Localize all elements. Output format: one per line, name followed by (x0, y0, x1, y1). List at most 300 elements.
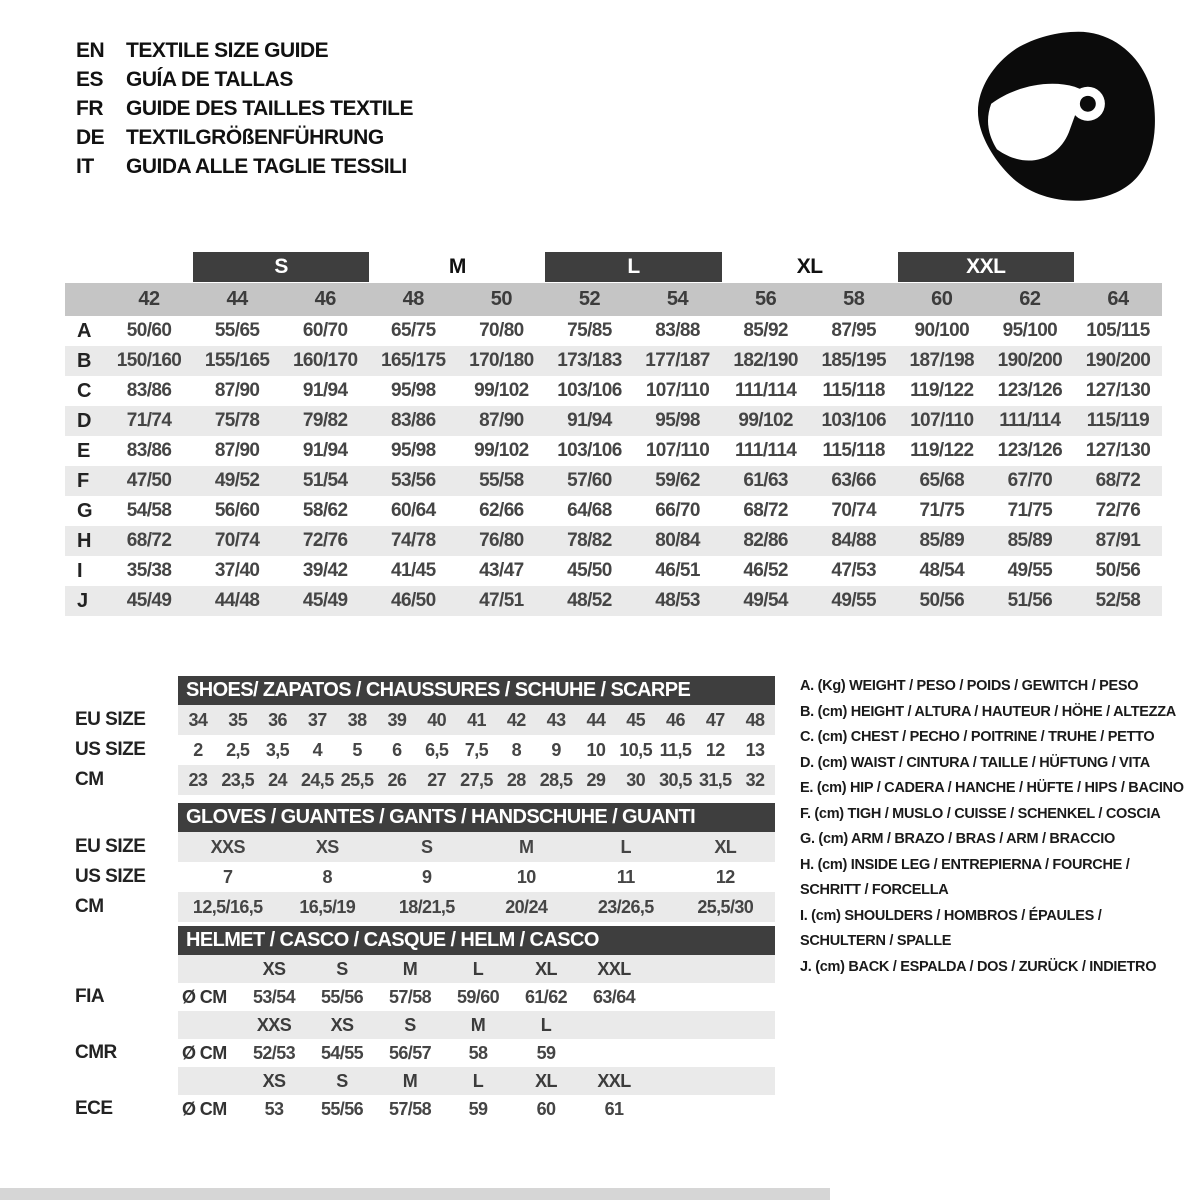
value-cell: 53 (264, 1098, 284, 1119)
measurement-cell: 83/86 (126, 380, 172, 401)
measurement-cell: 68/72 (1095, 470, 1141, 491)
measurement-cell: 185/195 (821, 350, 886, 371)
textile-row-c (65, 376, 1162, 406)
language-row-it (76, 152, 413, 181)
measurement-cell: 76/80 (479, 530, 524, 551)
value-cell: 27 (427, 769, 447, 790)
standard-label: CMR (75, 1042, 117, 1063)
measurement-cell: 68/72 (126, 530, 172, 551)
row-label: EU SIZE (75, 709, 146, 730)
language-row-de (76, 123, 413, 152)
size-tick: 50 (490, 288, 512, 310)
measurement-cell: 182/190 (733, 350, 798, 371)
value-cell: 32 (745, 769, 765, 790)
value-cell: 61/62 (524, 986, 568, 1007)
measurement-cell: 127/130 (1085, 440, 1151, 461)
value-cell: 6,5 (425, 739, 449, 760)
measurement-cell: 115/118 (822, 380, 885, 401)
value-cell: XS (315, 836, 339, 857)
measurement-cell: 60/64 (391, 500, 436, 521)
value-cell: 11,5 (659, 739, 692, 760)
size-cell: S (336, 958, 348, 979)
unit-cell: Ø CM (182, 1098, 227, 1119)
value-cell: 47 (705, 709, 725, 730)
measurement-cell: 74/78 (391, 530, 436, 551)
value-cell: 7,5 (464, 739, 489, 760)
measurement-cell: 71/74 (126, 410, 172, 431)
size-tick: 60 (931, 288, 953, 310)
row-letter: A (77, 320, 92, 342)
value-cell: 8 (322, 866, 332, 887)
measurement-cell: 53/56 (391, 470, 436, 491)
value-cell: 58 (468, 1042, 488, 1063)
helmet-value-row-cmr (65, 1039, 780, 1067)
measurement-cell: 190/200 (1085, 350, 1151, 371)
measurement-cell: 70/80 (479, 320, 524, 341)
measurement-cell: 177/187 (645, 350, 710, 371)
value-cell: XL (714, 836, 737, 857)
legend-item-h: H. (cm) INSIDE LEG / ENTREPIERNA / FOURCHE / (800, 856, 1130, 873)
size-cell: XXL (597, 1070, 631, 1091)
measurement-cell: 170/180 (469, 350, 534, 371)
legend-item-j: J. (cm) BACK / ESPALDA / DOS / ZURÜCK / INDIETRO (800, 958, 1157, 975)
row-label (65, 955, 178, 983)
measurement-cell: 95/98 (391, 440, 436, 461)
size-cell: M (470, 1014, 486, 1035)
measurement-cell: 95/98 (655, 410, 700, 431)
unit-cell: Ø CM (182, 1042, 227, 1063)
size-tick: 64 (1107, 288, 1129, 310)
value-cell: 16,5/19 (299, 896, 356, 917)
measurement-cell: 51/54 (302, 470, 348, 491)
value-cell: 59/60 (456, 986, 500, 1007)
value-cell: 29 (586, 769, 606, 790)
measurement-cell: 46/52 (743, 560, 788, 581)
value-cell: 54/55 (320, 1042, 364, 1063)
measurement-cell: 103/106 (557, 440, 622, 461)
measurement-cell: 107/110 (910, 410, 974, 431)
measurement-cell: 83/86 (126, 440, 172, 461)
value-cell: 2,5 (226, 739, 250, 760)
bottom-gray-strip (0, 1188, 830, 1200)
table-row-eu-size (65, 705, 780, 735)
size-cell: XXL (597, 958, 631, 979)
value-cell: 39 (387, 709, 407, 730)
measurement-cell: 72/76 (302, 530, 348, 551)
measurement-cell: 150/160 (116, 350, 182, 371)
measurement-cell: 91/94 (302, 440, 348, 461)
size-tick: 46 (314, 288, 336, 310)
row-values (178, 765, 775, 795)
value-cell: 35 (228, 709, 248, 730)
measurement-cell: 63/66 (831, 470, 876, 491)
measurement-cell: 85/89 (1007, 530, 1053, 551)
value-cell: 28,5 (539, 769, 573, 790)
measurement-cell: 70/74 (214, 530, 260, 551)
value-cell: 12 (715, 866, 735, 887)
row-label: EU SIZE (75, 836, 146, 857)
measurement-cell: 61/63 (743, 470, 788, 491)
measurement-cell: 187/198 (909, 350, 975, 371)
measurement-cell: 105/115 (1086, 320, 1150, 341)
measurement-cell: 82/86 (743, 530, 788, 551)
measurement-cell: 78/82 (567, 530, 612, 551)
guide-title-en: TEXTILE SIZE GUIDE (126, 39, 329, 62)
helmet-table-body (65, 955, 780, 1123)
row-letter: G (77, 500, 93, 522)
measurement-cell: 44/48 (214, 590, 260, 611)
measurement-cell: 107/110 (645, 380, 710, 401)
measurement-cell: 49/55 (831, 590, 876, 611)
measurement-cell: 50/56 (919, 590, 965, 611)
measurement-cell: 49/54 (743, 590, 788, 611)
table-row-eu-size (65, 832, 780, 862)
value-cell: 2 (193, 739, 203, 760)
value-cell: 42 (506, 709, 526, 730)
measurement-cell: 35/38 (126, 560, 172, 581)
value-cell: 12 (705, 739, 725, 760)
measurement-cell: 54/58 (126, 500, 172, 521)
measurement-cell: 99/102 (474, 440, 529, 461)
value-cell: 23 (188, 769, 208, 790)
language-code: ES (76, 68, 104, 91)
measurement-cell: 115/119 (1086, 410, 1150, 431)
measurement-cell: 47/53 (831, 560, 876, 581)
helmet-table-banner: HELMET / CASCO / CASQUE / HELM / CASCO (178, 926, 775, 955)
value-cell: 24 (268, 769, 287, 790)
measurement-cell: 107/110 (645, 440, 710, 461)
measurement-cell: 95/98 (391, 380, 436, 401)
textile-row-d (65, 406, 1162, 436)
measurement-cell: 50/56 (1095, 560, 1141, 581)
size-group-xxl: XXL (898, 252, 1074, 282)
value-cell: 25,5/30 (697, 896, 754, 917)
value-cell: 60 (536, 1098, 556, 1119)
size-tick: 54 (666, 288, 689, 310)
measurement-cell: 119/122 (910, 440, 974, 461)
measurement-cell: 75/78 (214, 410, 260, 431)
size-group-m: M (448, 255, 466, 278)
measurement-cell: 65/75 (391, 320, 436, 341)
helmet-value-row-fia (65, 983, 780, 1011)
language-code: DE (76, 126, 105, 149)
value-cell: 13 (745, 739, 765, 760)
measurement-cell: 62/66 (479, 500, 524, 521)
unit-cell: Ø CM (182, 986, 227, 1007)
value-cell: 8 (511, 739, 521, 760)
size-header-values (178, 1067, 775, 1095)
row-label (65, 1067, 178, 1095)
measurement-cell: 83/88 (655, 320, 700, 341)
guide-title-fr: GUIDE DES TAILLES TEXTILE (126, 97, 413, 120)
language-row-en (76, 36, 413, 65)
value-cell: 30,5 (659, 769, 692, 790)
measurement-cell: 56/60 (214, 500, 260, 521)
shoes-table-body (65, 705, 780, 795)
value-cell: 4 (312, 739, 322, 760)
legend-item-a: A. (Kg) WEIGHT / PESO / POIDS / GEWITCH / PESO (800, 678, 1139, 694)
value-cell: 53/54 (252, 986, 296, 1007)
value-cell: 6 (392, 739, 402, 760)
measurement-cell: 71/75 (919, 500, 965, 521)
value-cell: 63/64 (592, 986, 636, 1007)
value-cell: 10,5 (619, 739, 652, 760)
language-title-list (76, 36, 413, 181)
measurement-cell: 83/86 (391, 410, 436, 431)
measurement-cell: 87/95 (831, 320, 876, 341)
measurement-cell: 155/165 (204, 350, 270, 371)
value-cell: 45 (626, 709, 646, 730)
value-cell: XXS (210, 836, 245, 857)
table-row-us-size (65, 862, 780, 892)
measurement-cell: 190/200 (997, 350, 1063, 371)
value-cell: 31,5 (698, 769, 732, 790)
size-tick: 42 (138, 288, 160, 310)
value-cell: 37 (307, 709, 327, 730)
measurement-cell: 85/89 (919, 530, 965, 551)
value-cell: 9 (422, 866, 432, 887)
measurement-cell: 165/175 (381, 350, 446, 371)
size-group-header (65, 252, 1162, 282)
legend-item-c: C. (cm) CHEST / PECHO / POITRINE / TRUHE / PETTO (800, 729, 1155, 745)
measurement-cell: 173/183 (557, 350, 622, 371)
value-cell: 5 (352, 739, 362, 760)
gloves-table-banner: GLOVES / GUANTES / GANTS / HANDSCHUHE / GUANTI (178, 803, 775, 832)
value-cell: 10 (516, 866, 536, 887)
measurement-cell: 55/65 (214, 320, 260, 341)
value-cell: 61 (604, 1098, 624, 1119)
value-cell: 52/53 (252, 1042, 296, 1063)
legend-item-i: I. (cm) SHOULDERS / HOMBROS / ÉPAULES / (800, 907, 1102, 924)
measurement-cell: 46/50 (391, 590, 436, 611)
value-cell: 3,5 (265, 739, 290, 760)
size-group-s: S (193, 252, 369, 282)
row-label: CM (75, 769, 104, 790)
size-tick: 58 (843, 288, 865, 310)
size-tick: 56 (754, 288, 777, 310)
value-cell: 26 (387, 769, 407, 790)
measurement-cell: 87/90 (214, 440, 260, 461)
value-cell: 23/26,5 (597, 896, 654, 917)
measurement-cell: 87/90 (479, 410, 524, 431)
legend-item-e: E. (cm) HIP / CADERA / HANCHE / HÜFTE / HIPS / BACINO (800, 780, 1184, 796)
legend-item-i-cont: SCHULTERN / SPALLE (800, 933, 952, 949)
textile-row-h (65, 526, 1162, 556)
measurement-cell: 84/88 (831, 530, 876, 551)
size-header-values (178, 1011, 775, 1039)
measurement-cell: 87/91 (1095, 530, 1141, 551)
textile-row-i (65, 556, 1162, 586)
measurement-cell: 75/85 (567, 320, 612, 341)
measurement-cell: 111/114 (734, 380, 797, 401)
value-cell: 59 (468, 1098, 488, 1119)
row-letter: B (77, 350, 92, 372)
value-cell: 25,5 (340, 769, 374, 790)
value-cell: 36 (268, 709, 287, 730)
helmet-size-row-fia (65, 955, 780, 983)
value-cell: 28 (506, 769, 526, 790)
row-letter: J (77, 590, 89, 612)
textile-row-f (65, 466, 1162, 496)
standard-label: FIA (75, 986, 105, 1007)
value-cell: 57/58 (388, 986, 432, 1007)
measurement-cell: 87/90 (214, 380, 260, 401)
measurement-cell: 59/62 (655, 470, 700, 491)
row-values (178, 892, 775, 922)
shoes-size-table (65, 676, 780, 795)
standard-label: ECE (75, 1098, 113, 1119)
value-cell: 23,5 (221, 769, 255, 790)
size-header-values (178, 955, 775, 983)
measurement-cell: 64/68 (567, 500, 612, 521)
legend-item-g: G. (cm) ARM / BRAZO / BRAS / ARM / BRACCIO (800, 831, 1115, 847)
value-cell: 10 (586, 739, 606, 760)
table-row-us-size (65, 735, 780, 765)
measurement-cell: 46/51 (655, 560, 700, 581)
size-number-band (65, 283, 1162, 316)
value-cell: 34 (188, 709, 208, 730)
size-cell: L (472, 958, 484, 979)
measurement-cell: 39/42 (302, 560, 348, 581)
value-cell: 11 (616, 866, 635, 887)
measurement-cell: 57/60 (567, 470, 612, 491)
measurement-cell: 48/52 (567, 590, 612, 611)
value-cell: 43 (546, 709, 566, 730)
size-tick: 48 (402, 288, 424, 310)
measurement-cell: 47/50 (126, 470, 172, 491)
value-cell: 55/56 (320, 986, 364, 1007)
measurement-cell: 80/84 (655, 530, 700, 551)
measurement-cell: 127/130 (1085, 380, 1151, 401)
size-cell: XS (330, 1014, 354, 1035)
value-cell: 20/24 (505, 896, 548, 917)
value-cell: S (421, 836, 433, 857)
helmet-size-row-ece (65, 1067, 780, 1095)
language-code: IT (76, 155, 94, 178)
size-cell: M (402, 1070, 418, 1091)
row-values (178, 705, 775, 735)
measurement-cell: 123/126 (997, 380, 1063, 401)
standard-values (178, 1039, 775, 1067)
measurement-cell: 160/170 (292, 350, 358, 371)
legend-item-d: D. (cm) WAIST / CINTURA / TAILLE / HÜFTUNG / VITA (800, 754, 1150, 771)
measurement-cell: 71/75 (1007, 500, 1053, 521)
racing-helmet-icon (972, 28, 1162, 208)
helmet-size-row-cmr (65, 1011, 780, 1039)
measurement-cell: 79/82 (302, 410, 348, 431)
value-cell: 40 (427, 709, 447, 730)
row-label: CM (75, 896, 104, 917)
measurement-cell: 45/49 (126, 590, 172, 611)
helmet-value-row-ece (65, 1095, 780, 1123)
measurement-cell: 45/50 (567, 560, 612, 581)
guide-title-de: TEXTILGRÖßENFÜHRUNG (126, 126, 384, 149)
measurement-cell: 66/70 (655, 500, 700, 521)
value-cell: 18/21,5 (398, 896, 455, 917)
measurement-cell: 43/47 (479, 560, 524, 581)
size-tick: 62 (1019, 288, 1041, 310)
measurement-cell: 115/118 (822, 440, 885, 461)
measurement-cell: 123/126 (997, 440, 1063, 461)
language-code: EN (76, 39, 105, 62)
measurement-cell: 91/94 (302, 380, 348, 401)
measurement-cell: 103/106 (821, 410, 886, 431)
measurement-cell: 49/52 (214, 470, 260, 491)
size-cell: XL (535, 1070, 557, 1091)
measurement-cell: 72/76 (1095, 500, 1141, 521)
language-row-fr (76, 94, 413, 123)
row-label: US SIZE (75, 866, 146, 887)
measurement-legend (800, 674, 1185, 980)
language-code: FR (76, 97, 103, 120)
measurement-cell: 47/51 (479, 590, 524, 611)
measurement-cell: 37/40 (214, 560, 260, 581)
size-tick: 52 (578, 288, 601, 310)
shoes-table-banner: SHOES/ ZAPATOS / CHAUSSURES / SCHUHE / SCARPE (178, 676, 775, 705)
measurement-cell: 51/56 (1007, 590, 1053, 611)
size-cell: L (472, 1070, 484, 1091)
textile-row-e (65, 436, 1162, 466)
measurement-cell: 48/53 (655, 590, 700, 611)
value-cell: 38 (347, 709, 367, 730)
measurement-cell: 48/54 (919, 560, 965, 581)
row-letter: C (77, 380, 92, 402)
measurement-cell: 49/55 (1007, 560, 1053, 581)
measurement-cell: 58/62 (302, 500, 348, 521)
value-cell: 56/57 (388, 1042, 432, 1063)
size-cell: XXS (256, 1014, 292, 1035)
band-corner (65, 283, 105, 316)
row-letter: E (77, 440, 91, 462)
legend-item-b: B. (cm) HEIGHT / ALTURA / HAUTEUR / HÖHE / ALTEZZA (800, 703, 1176, 720)
size-group-xl: XL (796, 255, 823, 278)
standard-values (178, 1095, 775, 1123)
row-letter: I (77, 560, 83, 582)
measurement-cell: 41/45 (391, 560, 436, 581)
measurement-cell: 111/114 (734, 440, 797, 461)
measurement-rows (65, 316, 1162, 616)
value-cell: 57/58 (388, 1098, 432, 1119)
measurement-cell: 85/92 (743, 320, 788, 341)
value-cell: 27,5 (460, 769, 493, 790)
size-cell: M (402, 958, 418, 979)
value-cell: M (519, 836, 534, 857)
guide-title-it: GUIDA ALLE TAGLIE TESSILI (126, 155, 407, 178)
helmet-size-table (65, 926, 780, 1123)
size-cell: XL (535, 958, 557, 979)
size-cell: S (336, 1070, 348, 1091)
value-cell: 59 (536, 1042, 556, 1063)
measurement-cell: 103/106 (557, 380, 622, 401)
row-letter: H (77, 530, 92, 552)
measurement-cell: 65/68 (919, 470, 965, 491)
value-cell: 24,5 (300, 769, 334, 790)
row-values (178, 862, 775, 892)
legend-item-h-cont: SCHRITT / FORCELLA (800, 882, 949, 898)
gloves-table-body (65, 832, 780, 922)
row-letter: D (77, 410, 92, 432)
value-cell: 9 (551, 739, 561, 760)
measurement-cell: 99/102 (738, 410, 793, 431)
textile-row-j (65, 586, 1162, 616)
row-label: US SIZE (75, 739, 146, 760)
row-label (65, 1011, 178, 1039)
value-cell: 44 (586, 709, 606, 730)
measurement-cell: 60/70 (302, 320, 348, 341)
size-cell: L (540, 1014, 552, 1035)
measurement-cell: 67/70 (1007, 470, 1053, 491)
table-row-cm (65, 892, 780, 922)
